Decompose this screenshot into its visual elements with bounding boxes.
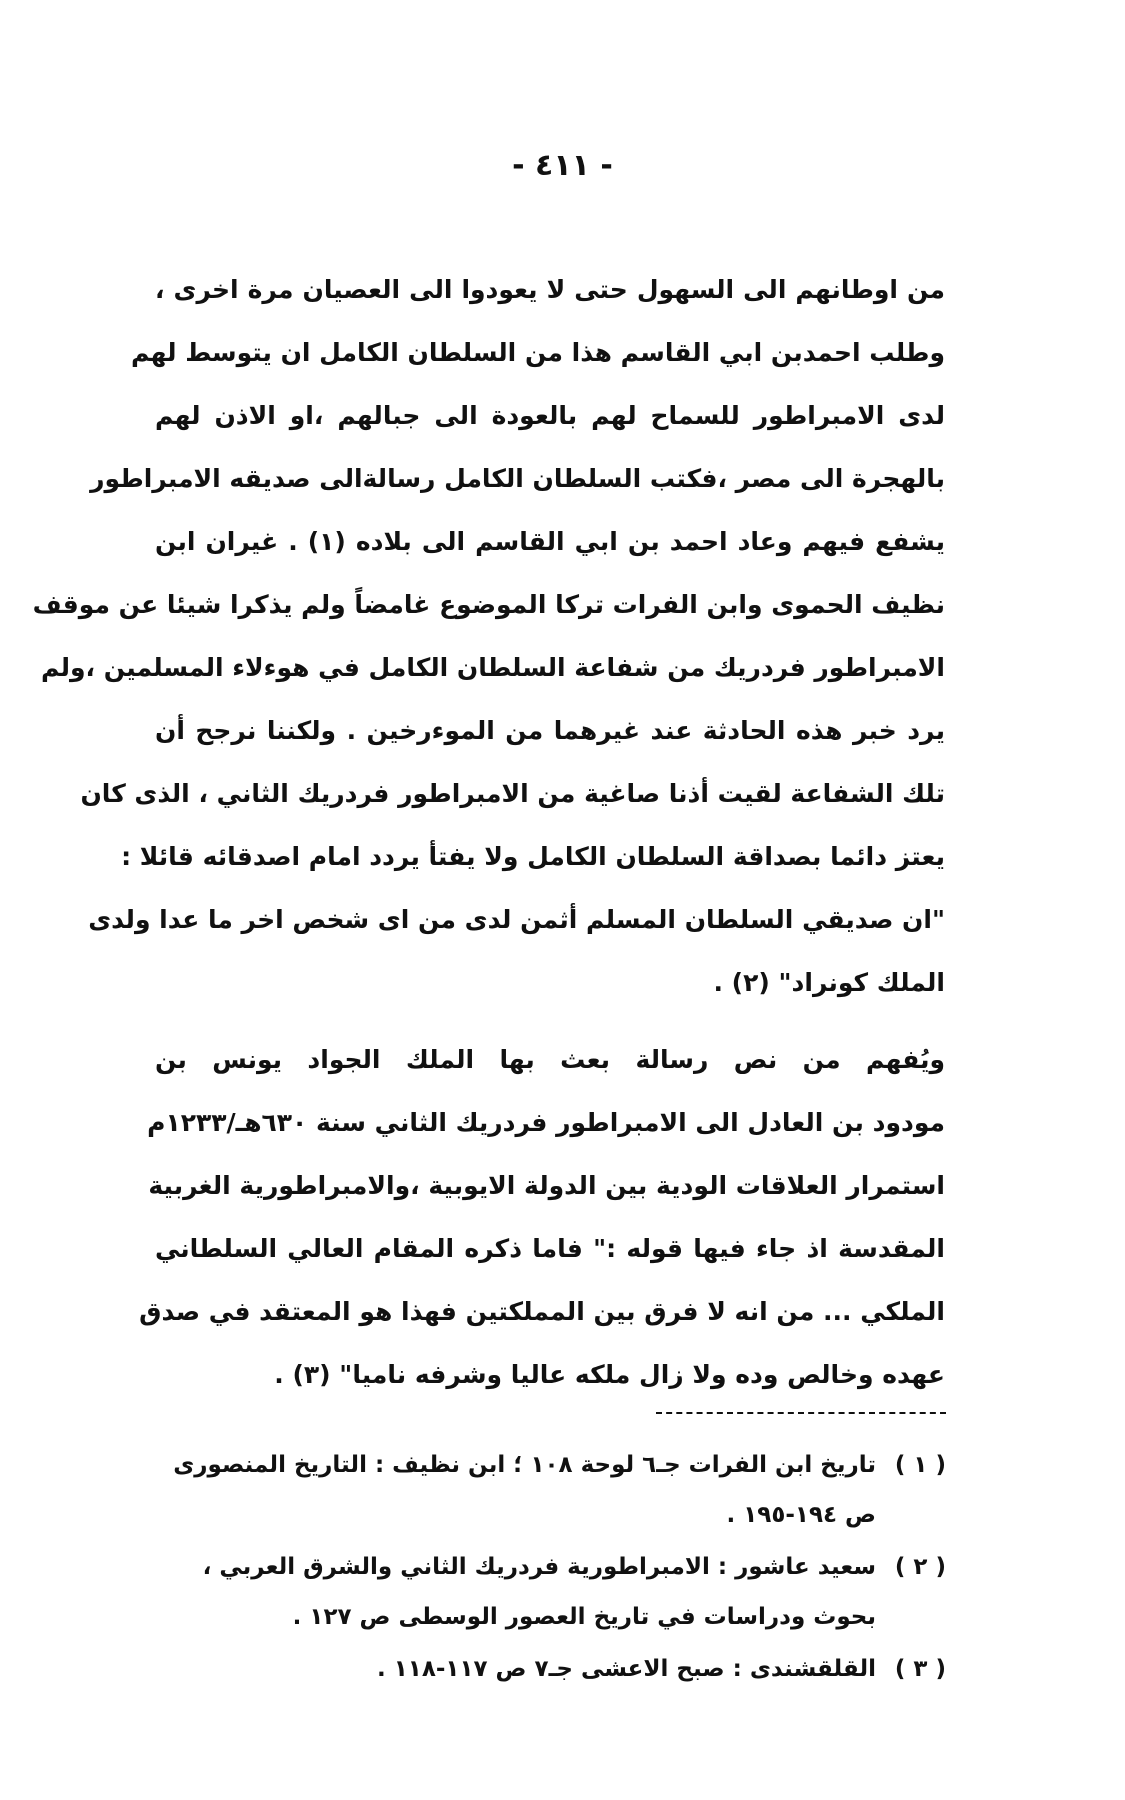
text-line: المقدسة اذ جاء فيها قوله :" فاما ذكره المقام العالي السلطاني (155, 1234, 945, 1263)
main-text (32, 258, 946, 1406)
footnote-number: ( ٢ ) (894, 1554, 946, 1580)
footnotes (120, 1440, 946, 1696)
text-line: وطلب احمدبن ابي القاسم هذا من السلطان الكامل ان يتوسط لهم (131, 338, 945, 367)
text-line: الملك كونراد" (٢) . (713, 968, 945, 997)
text-line: ويُفهم من نص رسالة بعث بها الملك الجواد يونس بن (155, 1045, 945, 1074)
text-line: بالهجرة الى مصر ،فكتب السلطان الكامل رسالةالى صديقه الامبراطور (90, 464, 945, 493)
text-line: تلك الشفاعة لقيت أذنا صاغية من الامبراطور فردريك الثاني ، الذى كان (80, 779, 945, 808)
footnote-divider (656, 1412, 946, 1414)
footnote-number: ( ٣ ) (894, 1656, 946, 1682)
text-line: "ان صديقي السلطان المسلم أثمن لدى من اى شخص اخر ما عدا ولدى (88, 905, 945, 934)
text-line: مودود بن العادل الى الامبراطور فردريك الثاني سنة ٦٣٠هـ/١٢٣٣م (147, 1108, 945, 1137)
footnote-text: ص ١٩٤-١٩٥ . (726, 1502, 876, 1528)
text-line: يرد خبر هذه الحادثة عند غيرهما من الموءرخين . ولكننا نرجح أن (155, 716, 945, 745)
footnote-text: القلقشندى : صبح الاعشى جـ٧ ص ١١٧-١١٨ . (377, 1656, 876, 1682)
footnote-text: سعيد عاشور : الامبراطورية فردريك الثاني والشرق العربي ، (202, 1554, 876, 1580)
text-line: عهده وخالص وده ولا زال ملكه عاليا وشرفه ناميا" (٣) . (274, 1360, 945, 1389)
page-number: - ٤١١ - (512, 148, 613, 183)
footnote-number: ( ١ ) (894, 1452, 946, 1478)
text-line: لدى الامبراطور للسماح لهم بالعودة الى جبالهم ،او الاذن لهم (155, 401, 945, 430)
footnote-text: بحوث ودراسات في تاريخ العصور الوسطى ص ١٢٧ . (292, 1604, 876, 1630)
text-line: من اوطانهم الى السهول حتى لا يعودوا الى العصيان مرة اخرى ، (155, 275, 945, 304)
text-line: الملكي ... من انه لا فرق بين المملكتين فهذا هو المعتقد في صدق (139, 1297, 945, 1326)
footnote-1 (120, 1440, 946, 1540)
text-line: استمرار العلاقات الودية بين الدولة الايوبية ،والامبراطورية الغربية (148, 1171, 945, 1200)
text-line: يشفع فيهم وعاد احمد بن ابي القاسم الى بلاده (١) . غيران ابن (155, 527, 946, 556)
text-line: الامبراطور فردريك من شفاعة السلطان الكامل في هوءلاء المسلمين ،ولم (41, 653, 945, 682)
footnote-2 (120, 1542, 946, 1642)
text-line: يعتز دائما بصداقة السلطان الكامل ولا يفتأ يردد امام اصدقائه قائلا : (121, 842, 945, 871)
text-line: نظيف الحموى وابن الفرات تركا الموضوع غامضاً ولم يذكرا شيئا عن موقف (32, 590, 945, 619)
footnote-3 (120, 1644, 946, 1694)
footnote-text: تاريخ ابن الفرات جـ٦ لوحة ١٠٨ ؛ ابن نظيف : التاريخ المنصورى (173, 1452, 876, 1478)
